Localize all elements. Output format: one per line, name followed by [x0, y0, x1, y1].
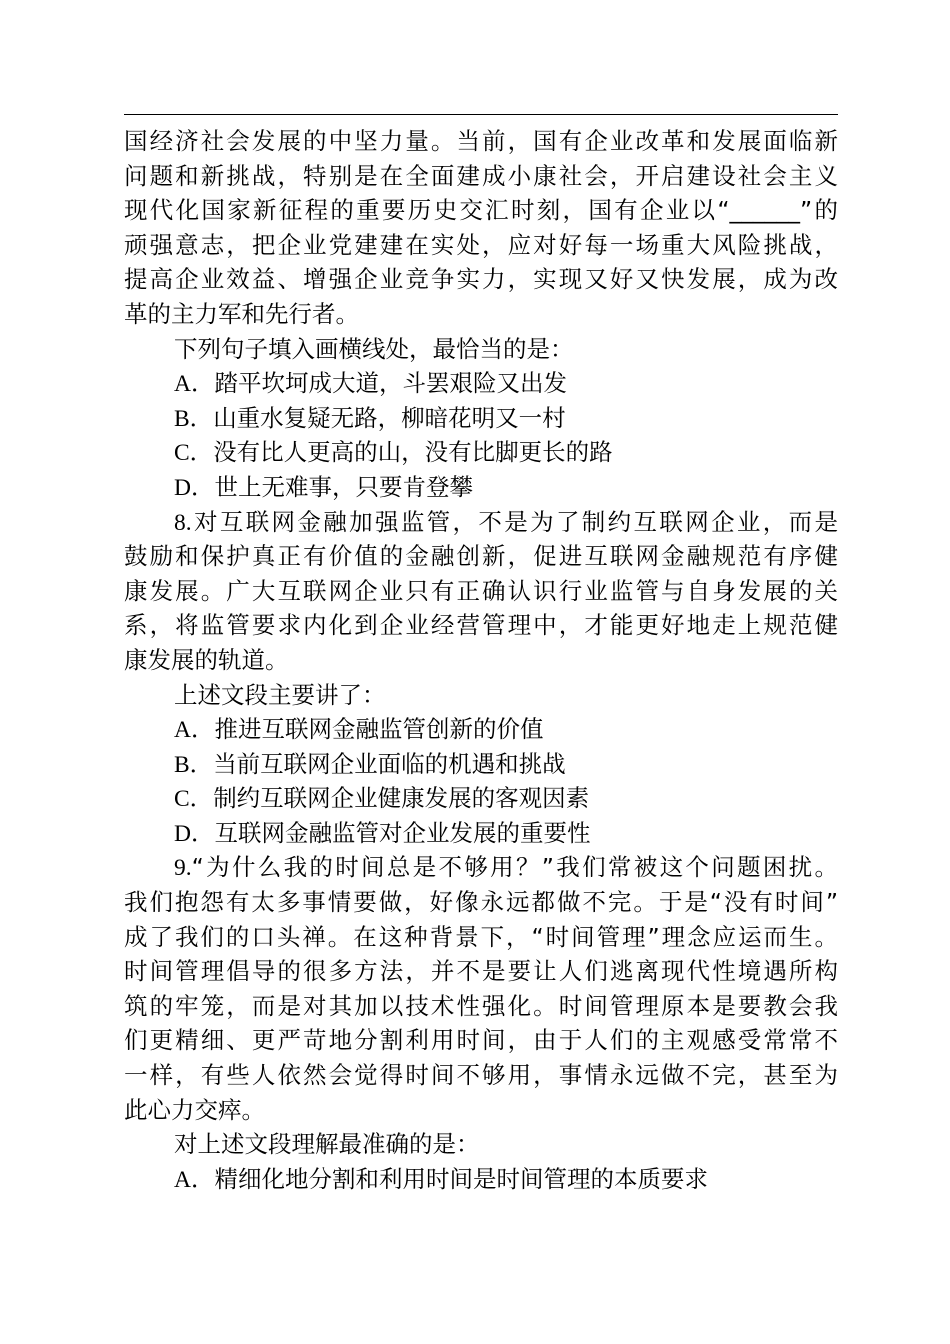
passage-line: 顽强意志，把企业党建建在实处，应对好每一场重大风险挑战， [124, 230, 838, 259]
option-text: 推进互联网金融监管创新的价值 [214, 715, 544, 744]
option-a [124, 366, 838, 401]
passage-line: 鼓励和保护真正有价值的金融创新，促进互联网金融规范有序健 [124, 542, 838, 571]
option-letter: D． [174, 820, 215, 847]
passage-line: 我们抱怨有太多事情要做，好像永远都做不完。于是“没有时间” [124, 888, 838, 917]
option-d [124, 470, 838, 505]
question-text: 对互联网金融加强监管，不是为了制约互联网企业，而是 [191, 507, 838, 536]
passage-line: 们更精细、更严苛地分割利用时间，由于人们的主观感受常常不 [124, 1026, 838, 1055]
question-9 [124, 850, 838, 1196]
option-c [124, 435, 838, 470]
question-first-line [124, 505, 838, 540]
passage-line: 革的主力军和先行者。 [124, 299, 359, 328]
document-body [124, 124, 838, 1196]
passage-line: 此心力交瘁。 [124, 1095, 265, 1124]
passage-line: 康发展。广大互联网企业只有正确认识行业监管与自身发展的关 [124, 576, 838, 605]
option-b [124, 401, 838, 436]
option-letter: A． [174, 371, 215, 398]
passage-line: 现代化国家新征程的重要历史交汇时刻，国有企业以“______”的 [124, 196, 838, 225]
passage-line: 成了我们的口头禅。在这种背景下，“时间管理”理念应运而生。 [124, 922, 838, 951]
option-text: 精细化地分割和利用时间是时间管理的本质要求 [214, 1164, 708, 1193]
passage-line: 系，将监管要求内化到企业经营管理中，才能更好地走上规范健 [124, 611, 838, 640]
question-prompt: 上述文段主要讲了： [174, 680, 386, 709]
question-text: “为什么我的时间总是不够用？”我们常被这个问题困扰。 [191, 853, 838, 882]
option-text: 踏平坎坷成大道，斗罢艰险又出发 [214, 369, 567, 398]
option-text: 制约互联网企业健康发展的客观因素 [213, 784, 590, 813]
passage-line: 康发展的轨道。 [124, 645, 289, 674]
question-number: 8. [174, 509, 192, 536]
option-text: 世上无难事，只要肯登攀 [214, 472, 473, 501]
option-d [124, 816, 838, 851]
option-c [124, 781, 838, 816]
option-text: 互联网金融监管对企业发展的重要性 [214, 818, 591, 847]
passage-line: 国经济社会发展的中坚力量。当前，国有企业改革和发展面临新 [124, 127, 838, 155]
question-prompt: 下列句子填入画横线处，最恰当的是： [174, 334, 574, 363]
passage-line: 提高企业效益、增强企业竞争实力，实现又好又快发展，成为改 [124, 265, 838, 294]
option-letter: C． [174, 440, 214, 467]
question-prompt: 对上述文段理解最准确的是： [174, 1130, 480, 1159]
passage-line: 筑的牢笼，而是对其加以技术性强化。时间管理原本是要教会我 [124, 991, 838, 1020]
option-letter: A． [174, 717, 215, 744]
passage-7 [124, 124, 838, 505]
option-a [124, 712, 838, 747]
option-text: 当前互联网企业面临的机遇和挑战 [213, 749, 566, 778]
option-a [124, 1162, 838, 1197]
option-letter: B． [174, 405, 214, 432]
option-letter: B． [174, 751, 214, 778]
question-first-line [124, 850, 838, 885]
option-letter: D． [174, 474, 215, 501]
header-rule [124, 114, 838, 115]
passage-line: 问题和新挑战，特别是在全面建成小康社会，开启建设社会主义 [124, 161, 838, 190]
option-text: 山重水复疑无路，柳暗花明又一村 [213, 403, 566, 432]
question-8 [124, 505, 838, 851]
question-number: 9. [174, 855, 192, 882]
option-letter: A． [174, 1166, 215, 1193]
passage-line: 一样，有些人依然会觉得时间不够用，事情永远做不完，甚至为 [124, 1061, 838, 1090]
option-letter: C． [174, 786, 214, 813]
passage-line: 时间管理倡导的很多方法，并不是要让人们逃离现代性境遇所构 [124, 957, 838, 986]
option-text: 没有比人更高的山，没有比脚更长的路 [213, 438, 613, 467]
option-b [124, 747, 838, 782]
